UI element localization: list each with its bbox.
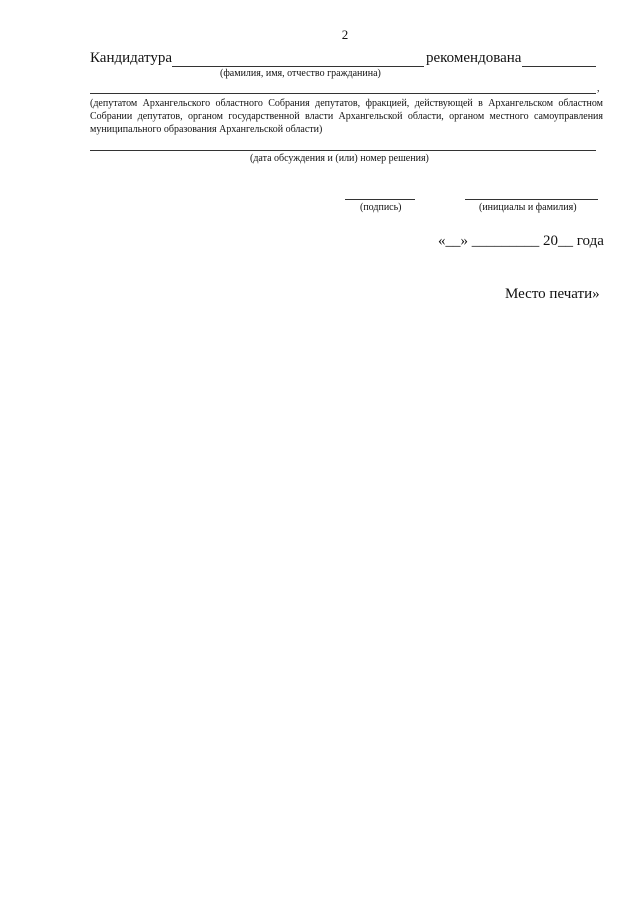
stamp-place: Место печати» bbox=[505, 286, 600, 302]
initials-line bbox=[465, 199, 598, 200]
recommender-line bbox=[90, 93, 596, 94]
recommended-by-line bbox=[522, 66, 596, 67]
candidate-label: Кандидатура bbox=[90, 50, 173, 66]
initials-caption: (инициалы и фамилия) bbox=[479, 202, 577, 213]
date-line: «__» _________ 20__ года bbox=[438, 233, 604, 249]
signature-line bbox=[345, 199, 415, 200]
line-end-mark: , bbox=[597, 83, 600, 94]
recommender-caption: (депутатом Архангельского областного Собрания депутатов, фракцией, действующей в Архангельском областном Собрании депутатов, органом государственной власти Архангельской области, органом местного самоуправления муниципального образования Архангельской области) bbox=[90, 98, 603, 135]
page-number: 2 bbox=[341, 27, 349, 42]
signature-caption: (подпись) bbox=[360, 202, 402, 213]
candidate-name-line bbox=[172, 66, 424, 67]
decision-line bbox=[90, 150, 596, 151]
decision-caption: (дата обсуждения и (или) номер решения) bbox=[250, 153, 429, 164]
recommended-label: рекомендована bbox=[426, 50, 522, 66]
candidate-caption: (фамилия, имя, отчество гражданина) bbox=[220, 68, 381, 79]
